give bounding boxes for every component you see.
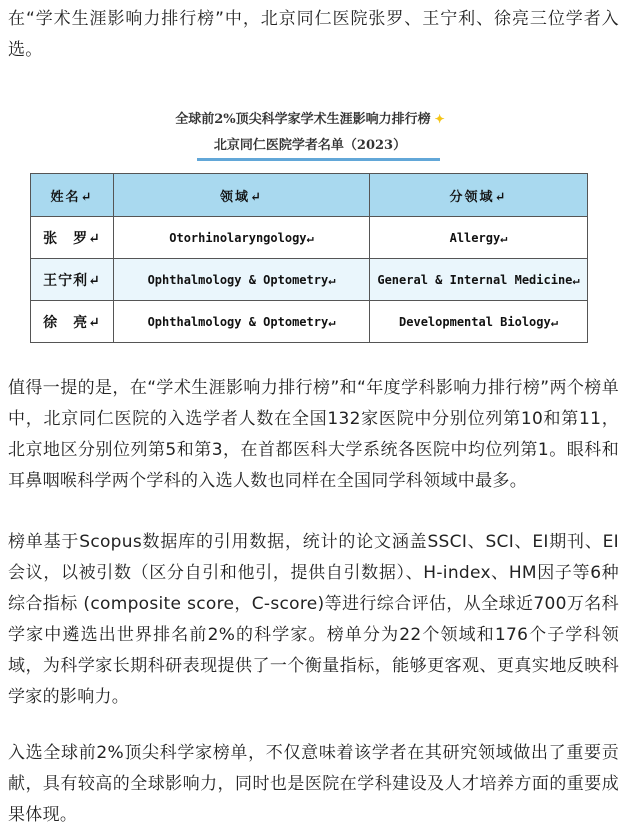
sparkle-star-icon: ✦ <box>434 112 445 126</box>
ranking-paragraph: 值得一提的是，在“学术生涯影响力排行榜”和“年度学科影响力排行榜”两个榜单中，北京同仁医院的入选学者人数在全国132家医院中分别位列第10和第11，北京地区分别位列第5和第3，在首都医科大学系统各医院中均位列第1。眼科和耳鼻咽喉科学两个学科的入选人数也同样在全国同学科领域中最多。 <box>8 378 619 491</box>
table-row <box>31 259 588 301</box>
scholar-field: Otorhinolaryngology↵ <box>114 217 370 259</box>
table-row <box>31 301 588 343</box>
header-field: 领域↵ <box>114 174 370 217</box>
scholar-name: 张 罗↵ <box>31 217 114 259</box>
table-title-text: 全球前2%顶尖科学家学术生涯影响力排行榜 <box>175 112 431 127</box>
scholar-subfield: General & Internal Medicine↵ <box>370 259 588 301</box>
scholar-name: 徐 亮↵ <box>31 301 114 343</box>
methodology-paragraph: 榜单基于Scopus数据库的引用数据，统计的论文涵盖SSCI、SCI、EI期刊、EI会议，以被引数（区分自引和他引，提供自引数据）、H-index、HM因子等6种综合指标 (composite score，C-score)等进行综合评估，从全球近700万名科学家中遴选出世界排名前2%的科学家。榜单分为22个领域和176个子学科领域，为科学家长期科研表现提供了一个衡量指标，能够更客观、更真实地反映科学家的影响力。 <box>8 532 619 707</box>
scholar-table <box>30 173 588 343</box>
significance-paragraph: 入选全球前2%顶尖科学家榜单，不仅意味着该学者在其研究领域做出了重要贡献，具有较高的全球影响力，同时也是医院在学科建设及人才培养方面的重要成果体现。 <box>8 743 619 825</box>
intro-paragraph: 在“学术生涯影响力排行榜”中，北京同仁医院张罗、王宁利、徐亮三位学者入选。 <box>8 9 619 60</box>
header-name: 姓名↵ <box>31 174 114 217</box>
table-row <box>31 217 588 259</box>
scholar-subfield: Developmental Biology↵ <box>370 301 588 343</box>
table-subtitle: 北京同仁医院学者名单（2023） <box>213 138 407 153</box>
scholar-field: Ophthalmology & Optometry↵ <box>114 301 370 343</box>
table-title <box>30 108 590 127</box>
header-subfield: 分领域↵ <box>370 174 588 217</box>
scholar-subfield: Allergy↵ <box>370 217 588 259</box>
scholar-field: Ophthalmology & Optometry↵ <box>114 259 370 301</box>
scholar-name: 王宁利↵ <box>31 259 114 301</box>
table-header-row <box>31 174 588 217</box>
heading-underline <box>197 158 440 161</box>
